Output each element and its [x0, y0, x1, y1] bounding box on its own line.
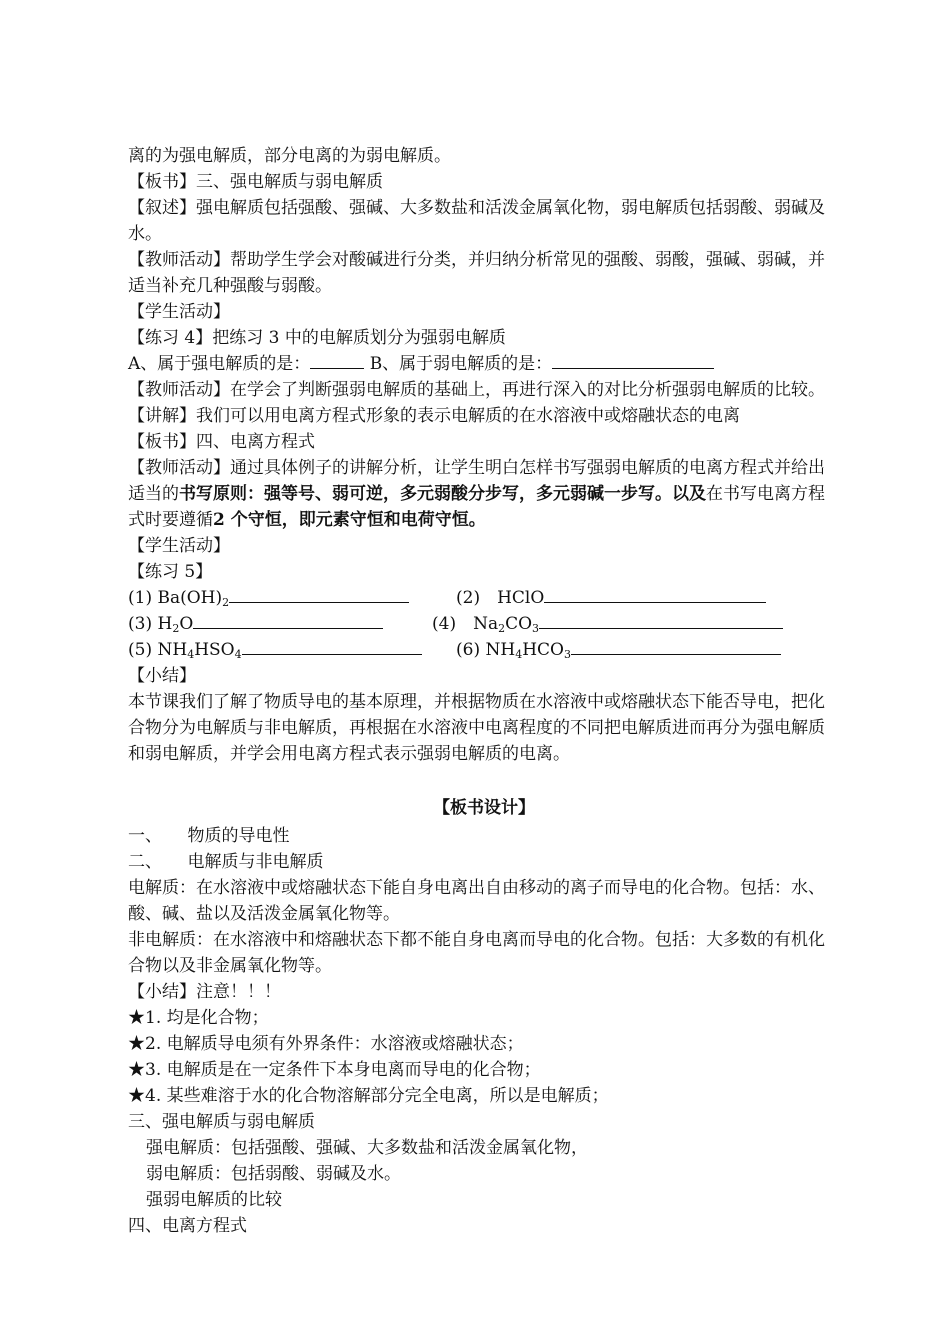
outline-item: 四、电离方程式 [128, 1216, 247, 1236]
answer-blank[interactable] [552, 351, 714, 369]
answer-blank[interactable] [571, 637, 781, 655]
summary-label: 【小结】 [128, 666, 196, 686]
answer-blank[interactable] [242, 637, 422, 655]
exercise-5-row: (1) $Ba(OH)_2$ (2) HClO [128, 585, 840, 611]
text-line: 离的为强电解质，部分电离的为弱电解质。 [128, 146, 451, 166]
board-heading-3: 【板书】三、强电解质与弱电解质 [128, 172, 383, 192]
narration-paragraph: 【叙述】强电解质包括强酸、强碱、大多数盐和活泼金属氧化物，弱电解质包括弱酸、弱碱及水。 [128, 198, 825, 244]
outline-item: 三、强电解质与弱电解质 [128, 1112, 315, 1132]
outline-item: 二、 电解质与非电解质 [128, 852, 324, 872]
note-item: ★1. 均是化合物； [128, 1008, 269, 1028]
explanation-line: 【讲解】我们可以用电离方程式形象的表示电解质的在水溶液中或熔融状态的电离 [128, 406, 740, 426]
strong-electrolyte-prompt: A、属于强电解质的是： [128, 354, 311, 374]
conservation-rules: 2 个守恒，即元素守恒和电荷守恒。 [213, 510, 486, 530]
exercise-4-title: 【练习 4】把练习 3 中的电解质划分为强弱电解质 [128, 328, 506, 348]
note-item: ★3. 电解质是在一定条件下本身电离而导电的化合物； [128, 1060, 541, 1080]
exercise-5-title: 【练习 5】 [128, 562, 213, 582]
document-page [128, 143, 840, 1239]
outline-subitem: 强电解质：包括强酸、强碱、大多数盐和活泼金属氧化物， [146, 1138, 588, 1158]
exercise-4-blanks [128, 351, 840, 377]
outline-subitem: 强弱电解质的比较 [146, 1190, 282, 1210]
note-item: ★4. 某些难溶于水的化合物溶解部分完全电离，所以是电解质； [128, 1086, 609, 1106]
answer-blank[interactable] [539, 611, 783, 629]
teacher-activity-rules-paragraph: 【教师活动】通过具体例子的讲解分析，让学生明白怎样书写强弱电解质的电离方程式并给出适当的书写原则：强等号、弱可逆，多元弱酸分步写，多元弱碱一步写。以及在书写电离方程式时要遵循2 个守恒，即元素守恒和电荷守恒。 [128, 458, 825, 530]
writing-rules: 书写原则：强等号、弱可逆，多元弱酸分步写，多元弱碱一步写。 [179, 484, 672, 504]
answer-blank[interactable] [229, 585, 409, 603]
student-activity-label: 【学生活动】 [128, 536, 230, 556]
student-activity-label: 【学生活动】 [128, 302, 230, 322]
electrolyte-definition: 电解质：在水溶液中或熔融状态下能自身电离出自由移动的离子而导电的化合物。包括：水、酸、碱、盐以及活泼金属氧化物等。 [128, 878, 825, 924]
weak-electrolyte-prompt: B、属于弱电解质的是： [369, 354, 553, 374]
answer-blank[interactable] [544, 585, 766, 603]
outline-item: 一、 物质的导电性 [128, 826, 290, 846]
teacher-activity-paragraph: 【教师活动】在学会了判断强弱电解质的基础上，再进行深入的对比分析强弱电解质的比较。 [128, 380, 825, 400]
non-electrolyte-definition: 非电解质：在水溶液中和熔融状态下都不能自身电离而导电的化合物。包括：大多数的有机化合物以及非金属氧化物等。 [128, 930, 825, 976]
exercise-5-row: (3) $H_2O$ (4) $Na_2CO_3$ [128, 611, 840, 637]
answer-blank[interactable] [310, 351, 364, 369]
notes-label: 【小结】注意！！！ [128, 982, 281, 1002]
summary-paragraph: 本节课我们了解了物质导电的基本原理，并根据物质在水溶液中或熔融状态下能否导电，把化合物分为电解质与非电解质，再根据在水溶液中电离程度的不同把电解质进而再分为强电解质和弱电解质，并学会用电离方程式表示强弱电解质的电离。 [128, 692, 825, 764]
board-heading-4: 【板书】四、电离方程式 [128, 432, 315, 452]
exercise-5-row: (5) $NH_4HSO_4$ (6) $NH_4HCO_3$ [128, 637, 840, 663]
note-item: ★2. 电解质导电须有外界条件：水溶液或熔融状态； [128, 1034, 524, 1054]
outline-subitem: 弱电解质：包括弱酸、弱碱及水。 [146, 1164, 401, 1184]
board-design-heading: 【板书设计】 [433, 798, 535, 818]
teacher-activity-paragraph: 【教师活动】帮助学生学会对酸碱进行分类，并归纳分析常见的强酸、弱酸，强碱、弱碱，并适当补充几种强酸与弱酸。 [128, 250, 825, 296]
answer-blank[interactable] [193, 611, 383, 629]
